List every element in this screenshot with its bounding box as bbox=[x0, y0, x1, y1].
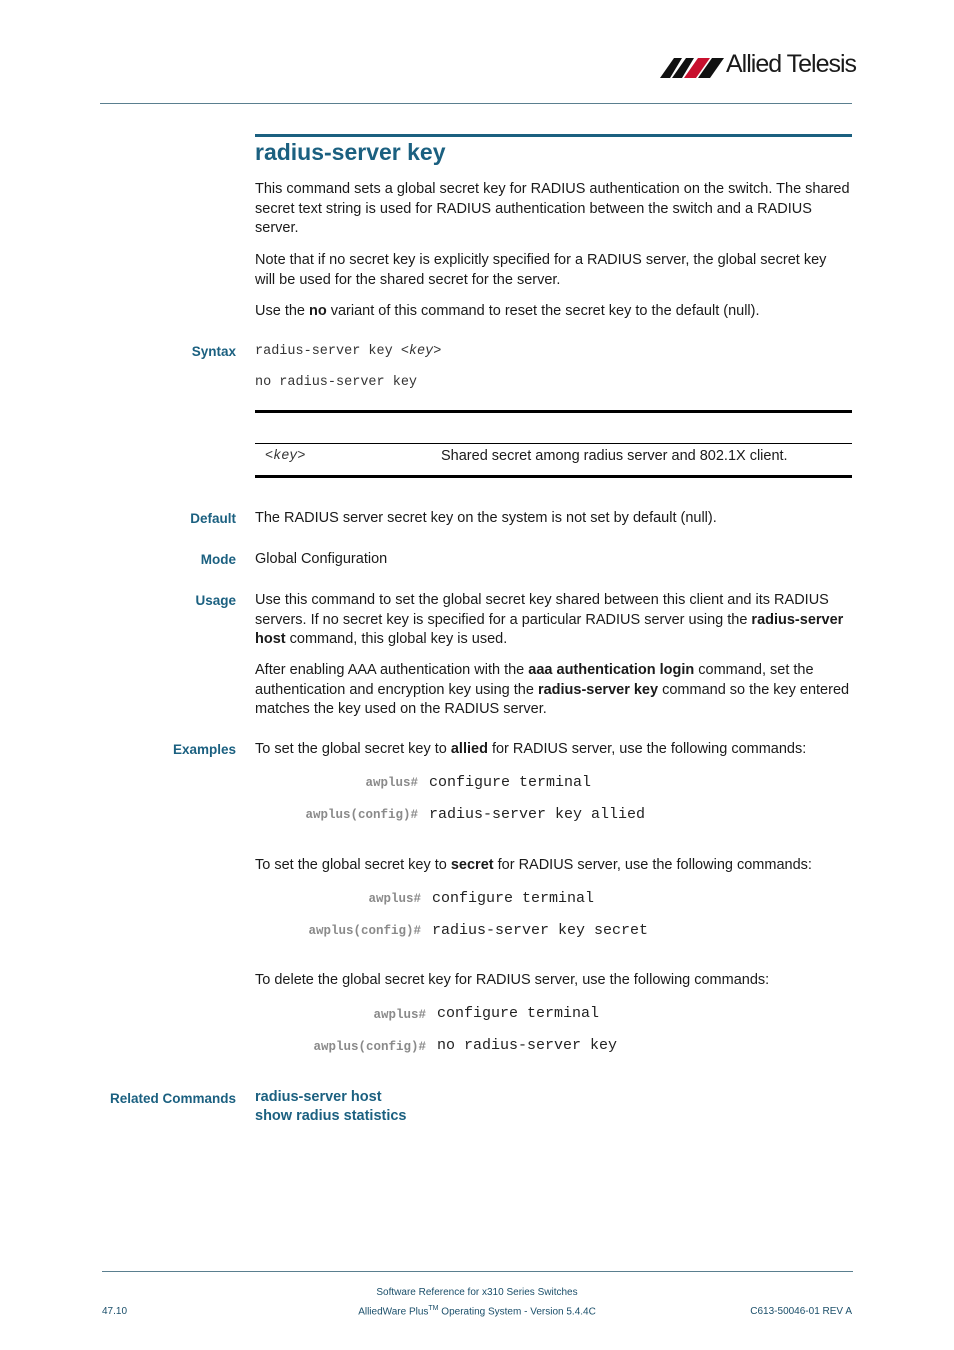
intro-p3-text-end: variant of this command to reset the secret key to the default (null). bbox=[326, 303, 760, 319]
ex2-command-2: radius-server key secret bbox=[432, 922, 649, 939]
example-2-intro bbox=[255, 856, 852, 876]
ex1-prompt-2: awplus(config)# bbox=[305, 808, 418, 822]
related-link-show-radius-statistics[interactable]: show radius statistics bbox=[255, 1108, 407, 1124]
example-3-intro: To delete the global secret key for RADIUS server, use the following commands: bbox=[255, 972, 770, 988]
ex2-text: To set the global secret key to bbox=[255, 857, 451, 873]
table-top-border bbox=[255, 410, 852, 413]
intro-p3-text: Use the bbox=[255, 303, 309, 319]
usage-p1-text-end: command, this global key is used. bbox=[285, 631, 508, 647]
intro-p3-keyword: no bbox=[309, 303, 327, 319]
ex2-prompt-1: awplus# bbox=[368, 892, 421, 906]
intro-paragraph-2: Note that if no secret key is explicitly specified for a RADIUS server, the global secret key will be used for the shared secret for the server. bbox=[255, 252, 827, 288]
table-header-border bbox=[255, 443, 852, 444]
usage-label: Usage bbox=[195, 593, 236, 608]
ex1-text: To set the global secret key to bbox=[255, 741, 451, 757]
usage-p2-text-3: command so the key entered matches the key used on the RADIUS server. bbox=[255, 681, 850, 717]
ex3-command-1: configure terminal bbox=[437, 1005, 600, 1022]
ex1-keyword: allied bbox=[450, 741, 488, 757]
example-1-intro bbox=[255, 740, 852, 760]
page-number: 47.10 bbox=[102, 1306, 128, 1317]
default-text: The RADIUS server secret key on the system is not set by default (null). bbox=[255, 510, 717, 526]
usage-p1-keyword: radius-server host bbox=[255, 611, 844, 647]
intro-paragraph-3 bbox=[255, 302, 850, 322]
usage-p1-text: Use this command to set the global secret key shared between this client and its RADIUS servers. If no secret key is specified for a particular RADIUS server using the bbox=[255, 592, 829, 628]
footer-rule bbox=[102, 1271, 853, 1272]
page-title: radius-server key bbox=[255, 139, 446, 165]
ex1-prompt-1: awplus# bbox=[365, 776, 418, 790]
footer-trademark: TM bbox=[428, 1305, 439, 1312]
ex1-command-2: radius-server key allied bbox=[429, 806, 646, 823]
header-rule bbox=[100, 103, 852, 104]
usage-p2-keyword-1: aaa authentication login bbox=[528, 662, 695, 678]
title-rule bbox=[255, 134, 852, 137]
ex3-prompt-2: awplus(config)# bbox=[313, 1040, 426, 1054]
default-label: Default bbox=[190, 511, 236, 526]
ex1-text-end: for RADIUS server, use the following commands: bbox=[487, 741, 807, 757]
allied-telesis-logo bbox=[660, 48, 856, 82]
syntax-line-1 bbox=[255, 344, 441, 359]
document-id: C613-50046-01 REV A bbox=[750, 1306, 852, 1317]
ex2-prompt-2: awplus(config)# bbox=[308, 924, 421, 938]
ex3-prompt-1: awplus# bbox=[373, 1008, 426, 1022]
logo-mark-icon bbox=[660, 54, 724, 82]
syntax-command: radius-server key bbox=[255, 344, 401, 359]
brand-name: Allied Telesis bbox=[726, 50, 857, 78]
syntax-parameter: <key> bbox=[400, 344, 442, 359]
param-name: <key> bbox=[265, 449, 306, 464]
syntax-line-2: no radius-server key bbox=[255, 375, 418, 390]
ex2-command-1: configure terminal bbox=[432, 890, 595, 907]
usage-paragraph-2 bbox=[255, 661, 852, 720]
ex2-text-end: for RADIUS server, use the following commands: bbox=[493, 857, 812, 873]
ex2-keyword: secret bbox=[450, 857, 494, 873]
footer-line-1: Software Reference for x310 Series Switches bbox=[376, 1287, 578, 1298]
usage-paragraph-1 bbox=[255, 591, 852, 650]
related-commands-label: Related Commands bbox=[109, 1091, 236, 1106]
usage-p2-text-2: command, set the authentication and encryption key using the bbox=[255, 662, 814, 698]
footer-version: Operating System - Version 5.4.4C bbox=[438, 1306, 596, 1318]
ex3-command-2: no radius-server key bbox=[437, 1037, 618, 1054]
intro-paragraph-1: This command sets a global secret key for RADIUS authentication on the switch. The shared secret text string is used for RADIUS authentication between the switch and a RADIUS server. bbox=[255, 181, 850, 236]
usage-p2-text-1: After enabling AAA authentication with the bbox=[255, 662, 529, 678]
mode-label: Mode bbox=[200, 552, 236, 567]
ex1-command-1: configure terminal bbox=[429, 774, 592, 791]
usage-p2-keyword-2: radius-server key bbox=[537, 681, 659, 698]
examples-label: Examples bbox=[172, 742, 236, 757]
syntax-label: Syntax bbox=[191, 344, 236, 359]
related-link-radius-server-host[interactable]: radius-server host bbox=[255, 1089, 382, 1105]
mode-text: Global Configuration bbox=[255, 551, 388, 567]
footer-product: AlliedWare Plus bbox=[358, 1306, 429, 1318]
table-bottom-border bbox=[255, 475, 852, 478]
param-description: Shared secret among radius server and 802.1X client. bbox=[441, 448, 788, 464]
